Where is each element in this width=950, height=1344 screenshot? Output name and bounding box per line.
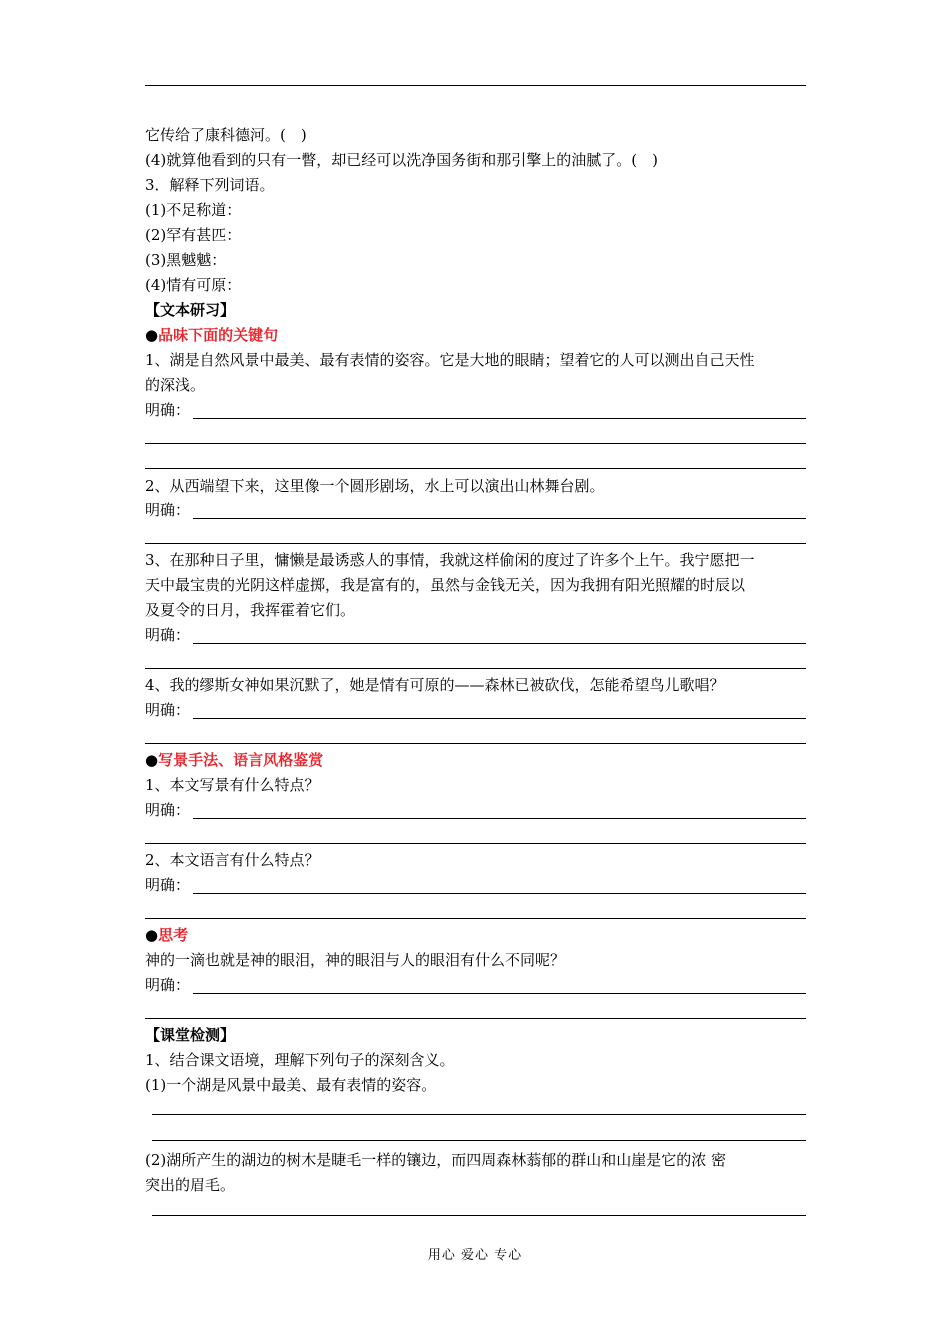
style-question-2: 2、本文语言有什么特点？	[145, 851, 320, 869]
answer-label-7: 明确：	[145, 976, 191, 994]
answer-line[interactable]	[193, 643, 806, 644]
key-sentence-3-line1: 3、在那种日子里，慵懒是最诱惑人的事情，我就这样偷闲的度过了许多个上午。我宁愿把一	[145, 551, 755, 569]
answer-label-3: 明确：	[145, 626, 191, 644]
question-3: 3．解释下列词语。	[145, 176, 275, 194]
answer-label-2: 明确：	[145, 501, 191, 519]
key-sentence-3-line3: 及夏令的日月，我挥霍着它们。	[145, 601, 356, 619]
item-4: (4)就算他看到的只有一瞥，却已经可以洗净国务街和那引擎上的油腻了。( )	[145, 151, 658, 169]
heading-think-label: 思考	[158, 926, 189, 944]
answer-line[interactable]	[152, 1140, 806, 1141]
word-4: (4)情有可原：	[145, 276, 242, 294]
word-3: (3)黑魆魆：	[145, 251, 227, 269]
answer-line[interactable]	[193, 718, 806, 719]
answer-line[interactable]	[145, 743, 806, 744]
key-sentence-4: 4、我的缪斯女神如果沉默了，她是情有可原的——森林已被砍伐，怎能希望鸟儿歌唱？	[145, 676, 725, 694]
answer-line[interactable]	[193, 818, 806, 819]
answer-line[interactable]	[193, 518, 806, 519]
key-sentence-1-line2: 的深浅。	[145, 376, 206, 394]
answer-line[interactable]	[145, 468, 806, 469]
bullet-icon: ●	[145, 926, 159, 944]
answer-line[interactable]	[145, 1018, 806, 1019]
word-1: (1)不足称道：	[145, 201, 242, 219]
bullet-icon: ●	[145, 326, 159, 344]
answer-label-4: 明确：	[145, 701, 191, 719]
word-2: (2)罕有甚匹：	[145, 226, 242, 244]
header-rule	[145, 85, 806, 86]
test-part-2-line1: (2)湖所产生的湖边的树木是睫毛一样的镶边，而四周森林蓊郁的群山和山崖是它的浓 密	[145, 1151, 727, 1169]
answer-line[interactable]	[145, 843, 806, 844]
test-part-2-line2: 突出的眉毛。	[145, 1176, 236, 1194]
heading-style	[145, 750, 323, 770]
answer-line[interactable]	[145, 918, 806, 919]
answer-label-6: 明确：	[145, 876, 191, 894]
style-question-1: 1、本文写景有什么特点？	[145, 776, 320, 794]
think-question: 神的一滴也就是神的眼泪，神的眼泪与人的眼泪有什么不同呢？	[145, 951, 566, 969]
bullet-icon: ●	[145, 751, 159, 769]
answer-line[interactable]	[193, 993, 806, 994]
answer-line[interactable]	[193, 893, 806, 894]
heading-think	[145, 925, 188, 945]
page-footer: 用心 爱心 专心	[427, 1248, 523, 1263]
heading-key-sentences	[145, 325, 278, 345]
answer-label-5: 明确：	[145, 801, 191, 819]
answer-line[interactable]	[145, 543, 806, 544]
answer-label-1: 明确：	[145, 401, 191, 419]
answer-line[interactable]	[145, 668, 806, 669]
heading-style-label: 写景手法、语言风格鉴赏	[158, 751, 324, 769]
heading-key-sentences-label: 品味下面的关键句	[158, 326, 279, 344]
key-sentence-2: 2、从西端望下来，这里像一个圆形剧场，水上可以演出山林舞台剧。	[145, 477, 605, 495]
test-question-1: 1、结合课文语境，理解下列句子的深刻含义。	[145, 1051, 455, 1069]
answer-line[interactable]	[152, 1215, 806, 1216]
answer-line[interactable]	[152, 1114, 806, 1115]
key-sentence-3-line2: 天中最宝贵的光阴这样虚掷，我是富有的，虽然与金钱无关，因为我拥有阳光照耀的时辰以	[145, 576, 746, 594]
key-sentence-1-line1: 1、湖是自然风景中最美、最有表情的姿容。它是大地的眼睛；望着它的人可以测出自己天性	[145, 351, 755, 369]
answer-line[interactable]	[193, 418, 806, 419]
section-text-study: 【文本研习】	[145, 301, 236, 319]
answer-line[interactable]	[145, 443, 806, 444]
continued-line: 它传给了康科德河。( )	[145, 126, 307, 144]
section-class-test: 【课堂检测】	[145, 1026, 236, 1044]
test-part-1: (1)一个湖是风景中最美、最有表情的姿容。	[145, 1076, 437, 1094]
